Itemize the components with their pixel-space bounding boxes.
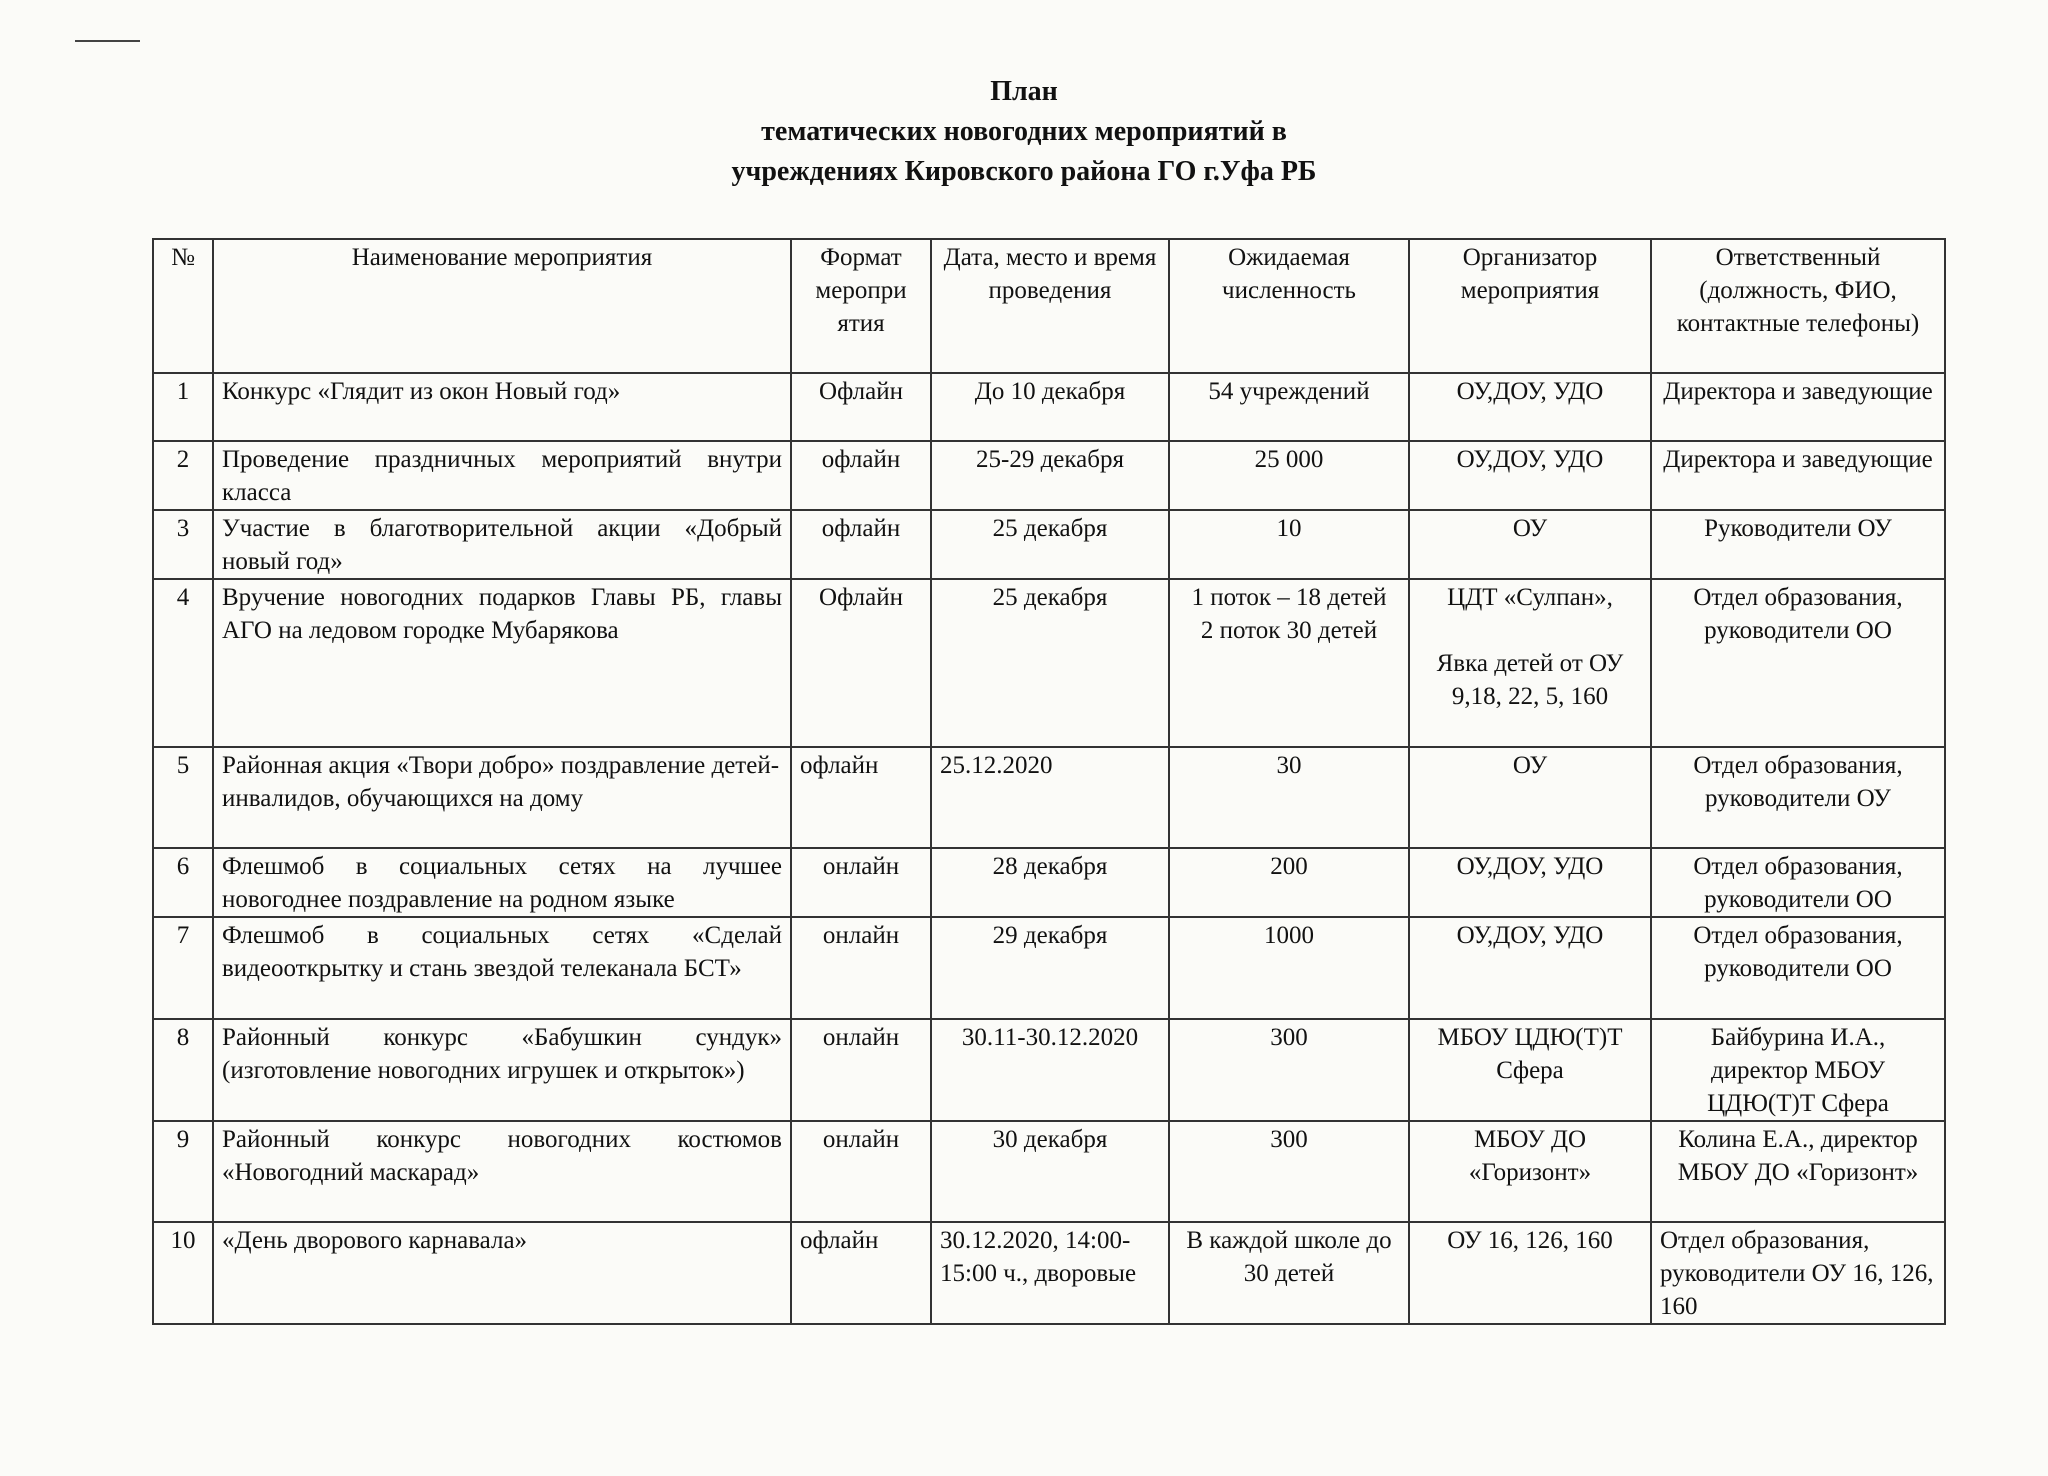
cell-responsible: Отдел образования, руководители ОО xyxy=(1651,848,1945,917)
cell-count: 54 учреждений xyxy=(1169,373,1409,441)
cell-format: офлайн xyxy=(791,1222,931,1324)
cell-responsible: Отдел образования, руководители ОУ xyxy=(1651,747,1945,848)
cell-num: 2 xyxy=(153,441,213,510)
cell-name: «День дворового карнавала» xyxy=(213,1222,791,1324)
cell-date: 25 декабря xyxy=(931,510,1169,579)
cell-num: 10 xyxy=(153,1222,213,1324)
table-row xyxy=(153,1019,1945,1121)
cell-responsible: Директора и заведующие xyxy=(1651,441,1945,510)
organizer-line-1: ЦДТ «Сулпан», xyxy=(1447,584,1613,611)
cell-num: 8 xyxy=(153,1019,213,1121)
cell-count: 200 xyxy=(1169,848,1409,917)
cell-responsible: Отдел образования, руководители ОО xyxy=(1651,579,1945,747)
cell-organizer: ОУ,ДОУ, УДО xyxy=(1409,373,1651,441)
cell-date: До 10 декабря xyxy=(931,373,1169,441)
cell-count: В каждой школе до 30 детей xyxy=(1169,1222,1409,1324)
cell-organizer: ОУ 16, 126, 160 xyxy=(1409,1222,1651,1324)
cell-format: онлайн xyxy=(791,1019,931,1121)
cell-responsible: Отдел образования, руководители ОУ 16, 126, 160 xyxy=(1651,1222,1945,1324)
cell-count: 30 xyxy=(1169,747,1409,848)
cell-name: Проведение праздничных мероприятий внутри класса xyxy=(213,441,791,510)
count-line-2: 2 поток 30 детей xyxy=(1200,617,1378,644)
spacer xyxy=(1418,614,1642,647)
cell-name: Участие в благотворительной акции «Добрый новый год» xyxy=(213,510,791,579)
cell-format: онлайн xyxy=(791,1121,931,1222)
cell-organizer: МБОУ ДО «Горизонт» xyxy=(1409,1121,1651,1222)
header-date: Дата, место и время проведения xyxy=(931,239,1169,373)
cell-format: офлайн xyxy=(791,747,931,848)
cell-organizer: МБОУ ЦДЮ(Т)Т Сфера xyxy=(1409,1019,1651,1121)
cell-organizer xyxy=(1409,579,1651,747)
cell-organizer: ОУ xyxy=(1409,747,1651,848)
scan-mark xyxy=(75,40,140,42)
cell-name: Районный конкурс новогодних костюмов «Новогодний маскарад» xyxy=(213,1121,791,1222)
events-table xyxy=(152,238,1946,1325)
cell-num: 6 xyxy=(153,848,213,917)
cell-count: 1000 xyxy=(1169,917,1409,1019)
cell-num: 7 xyxy=(153,917,213,1019)
cell-num: 4 xyxy=(153,579,213,747)
cell-organizer: ОУ,ДОУ, УДО xyxy=(1409,917,1651,1019)
cell-format: Офлайн xyxy=(791,579,931,747)
cell-count: 300 xyxy=(1169,1121,1409,1222)
cell-format: офлайн xyxy=(791,510,931,579)
cell-count: 300 xyxy=(1169,1019,1409,1121)
table-row xyxy=(153,1222,1945,1324)
cell-responsible: Байбурина И.А., директор МБОУ ЦДЮ(Т)Т Сфера xyxy=(1651,1019,1945,1121)
header-num: № xyxy=(153,239,213,373)
cell-format: Офлайн xyxy=(791,373,931,441)
cell-responsible: Отдел образования, руководители ОО xyxy=(1651,917,1945,1019)
table-row xyxy=(153,747,1945,848)
cell-date: 30.11-30.12.2020 xyxy=(931,1019,1169,1121)
title-line-3: учреждениях Кировского района ГО г.Уфа РБ xyxy=(731,156,1317,187)
title-line-2: тематических новогодних мероприятий в xyxy=(761,116,1287,147)
document-title xyxy=(0,72,2048,192)
cell-num: 3 xyxy=(153,510,213,579)
header-organizer: Организатор мероприятия xyxy=(1409,239,1651,373)
cell-name: Районный конкурс «Бабушкин сундук» (изготовление новогодних игрушек и открыток») xyxy=(213,1019,791,1121)
cell-date: 25.12.2020 xyxy=(931,747,1169,848)
cell-name: Флешмоб в социальных сетях на лучшее новогоднее поздравление на родном языке xyxy=(213,848,791,917)
cell-date: 30 декабря xyxy=(931,1121,1169,1222)
table-row xyxy=(153,373,1945,441)
cell-format: онлайн xyxy=(791,917,931,1019)
cell-count xyxy=(1169,579,1409,747)
cell-responsible: Колина Е.А., директор МБОУ ДО «Горизонт» xyxy=(1651,1121,1945,1222)
cell-num: 1 xyxy=(153,373,213,441)
header-count: Ожидаемая численность xyxy=(1169,239,1409,373)
table-row xyxy=(153,579,1945,747)
table-row xyxy=(153,1121,1945,1222)
cell-name: Районная акция «Твори добро» поздравление детей-инвалидов, обучающихся на дому xyxy=(213,747,791,848)
cell-organizer: ОУ,ДОУ, УДО xyxy=(1409,441,1651,510)
header-responsible: Ответственный (должность, ФИО, контактные телефоны) xyxy=(1651,239,1945,373)
count-line-1: 1 поток – 18 детей xyxy=(1191,584,1387,611)
title-line-1: План xyxy=(990,76,1058,107)
cell-date: 29 декабря xyxy=(931,917,1169,1019)
cell-name: Флешмоб в социальных сетях «Сделай видеооткрытку и стань звездой телеканала БСТ» xyxy=(213,917,791,1019)
header-name: Наименование мероприятия xyxy=(213,239,791,373)
table-header-row xyxy=(153,239,1945,373)
header-format: Формат меропри ятия xyxy=(791,239,931,373)
table-row xyxy=(153,441,1945,510)
cell-format: офлайн xyxy=(791,441,931,510)
organizer-line-2: Явка детей от ОУ 9,18, 22, 5, 160 xyxy=(1436,650,1624,710)
cell-date: 30.12.2020, 14:00-15:00 ч., дворовые xyxy=(931,1222,1169,1324)
cell-name: Вручение новогодних подарков Главы РБ, главы АГО на ледовом городке Мубарякова xyxy=(213,579,791,747)
cell-date: 25-29 декабря xyxy=(931,441,1169,510)
cell-num: 5 xyxy=(153,747,213,848)
cell-count: 25 000 xyxy=(1169,441,1409,510)
table-row xyxy=(153,510,1945,579)
cell-name: Конкурс «Глядит из окон Новый год» xyxy=(213,373,791,441)
table-row xyxy=(153,848,1945,917)
cell-responsible: Директора и заведующие xyxy=(1651,373,1945,441)
cell-num: 9 xyxy=(153,1121,213,1222)
cell-date: 28 декабря xyxy=(931,848,1169,917)
cell-count: 10 xyxy=(1169,510,1409,579)
table-row xyxy=(153,917,1945,1019)
cell-date: 25 декабря xyxy=(931,579,1169,747)
cell-organizer: ОУ,ДОУ, УДО xyxy=(1409,848,1651,917)
cell-format: онлайн xyxy=(791,848,931,917)
cell-responsible: Руководители ОУ xyxy=(1651,510,1945,579)
cell-organizer: ОУ xyxy=(1409,510,1651,579)
